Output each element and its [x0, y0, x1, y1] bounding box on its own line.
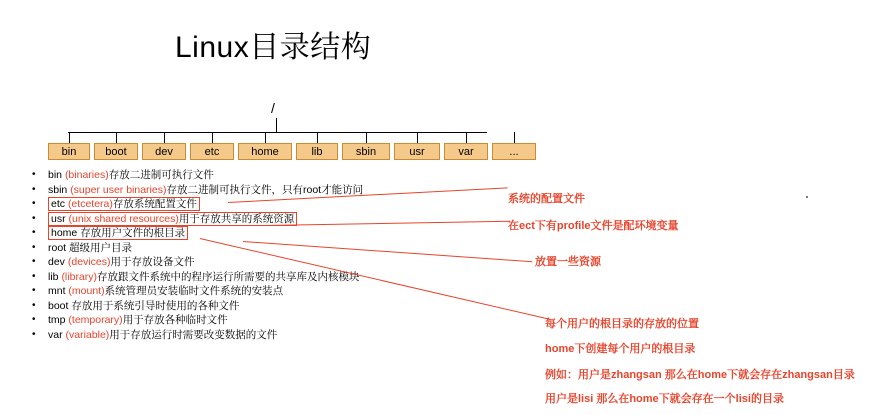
- annotation-text: 在ect下有profile文件是配环境变量: [508, 220, 679, 232]
- list-item: [32, 270, 462, 285]
- tree-stem-vertical: [276, 118, 277, 132]
- annotation-text: 例如：用户是zhangsan 那么在home下就会存在zhangsan目录: [545, 369, 855, 381]
- bullet-dot-icon: •: [32, 241, 36, 253]
- bullet-dot-icon: •: [32, 198, 36, 209]
- tree-drop-line: [265, 132, 266, 143]
- tree-drop-line: [514, 132, 515, 143]
- bullet-dot-icon: •: [32, 314, 36, 325]
- bullet-dot-icon: •: [32, 270, 36, 282]
- tree-drop-line: [466, 132, 467, 143]
- tree-drop-line: [212, 132, 213, 143]
- list-item-label: root 超级用户目录: [48, 241, 133, 254]
- tree-node-etc: etc: [190, 143, 234, 160]
- list-item-label: boot 存放用于系统引导时使用的各种文件: [48, 299, 240, 312]
- tree-root-label: /: [271, 100, 275, 116]
- tree-node-lib: lib: [296, 143, 338, 160]
- list-item-label: dev (devices)用于存放设备文件: [48, 256, 195, 268]
- bullet-dot-icon: •: [32, 183, 36, 195]
- bullet-dot-icon: •: [32, 299, 36, 311]
- tree-drop-line: [164, 132, 165, 143]
- list-item-label: etc (etcetera)存放系统配置文件: [48, 197, 200, 211]
- list-item: [32, 183, 462, 198]
- bullet-dot-icon: •: [32, 285, 36, 296]
- tree-horizontal-bus: [68, 132, 487, 133]
- annotation-text: home下创建每个用户的根目录: [545, 343, 696, 355]
- tree-drop-line: [417, 132, 418, 143]
- tree-node-usr: usr: [394, 143, 440, 160]
- list-item-label: lib (library)存放跟文件系统中的程序运行所需要的共享库及内核模块: [48, 270, 360, 283]
- tree-node-home: home: [238, 143, 292, 160]
- annotation-text: 每个用户的根目录的存放的位置: [545, 318, 699, 330]
- annotation-text: 系统的配置文件: [508, 193, 585, 205]
- list-item: [32, 197, 462, 212]
- tree-drop-line: [317, 132, 318, 143]
- stray-mark: [806, 196, 808, 198]
- tree-node-sbin: sbin: [342, 143, 390, 160]
- list-item: [32, 313, 462, 328]
- tree-node-dev: dev: [142, 143, 186, 160]
- tree-node-var: var: [444, 143, 488, 160]
- list-item-label: home 存放用户文件的根目录: [48, 226, 188, 240]
- bullet-dot-icon: •: [32, 256, 36, 267]
- tree-node-row: [48, 143, 540, 160]
- list-item-label: mnt (mount)系统管理员安装临时文件系统的安装点: [48, 285, 284, 297]
- list-item: [32, 168, 462, 183]
- annotation-text: 放置一些资源: [535, 256, 601, 268]
- list-item-label: usr (unix shared resources)用于存放共享的系统资源: [48, 212, 297, 226]
- list-item: [32, 255, 462, 270]
- bullet-dot-icon: •: [32, 227, 36, 238]
- annotation-text: 用户是lisi 那么在home下就会存在一个lisi的目录: [545, 393, 784, 405]
- list-item-label: var (variable)用于存放运行时需要改变数据的文件: [48, 328, 278, 341]
- tree-node-boot: boot: [94, 143, 138, 160]
- list-item: [32, 284, 462, 299]
- tree-node-more: ...: [492, 143, 536, 160]
- page-title: Linux目录结构: [175, 31, 372, 64]
- list-item: [32, 226, 462, 241]
- list-item-label: sbin (super user binaries)存放二进制可执行文件，只有root才能访问: [48, 183, 364, 196]
- list-item: [32, 328, 462, 343]
- bullet-dot-icon: •: [32, 328, 36, 340]
- list-item: [32, 299, 462, 314]
- list-item: [32, 212, 462, 227]
- tree-drop-line: [116, 132, 117, 143]
- list-item-label: tmp (temporary)用于存放各种临时文件: [48, 314, 228, 326]
- list-item-label: bin (binaries)存放二进制可执行文件: [48, 169, 214, 181]
- tree-node-bin: bin: [48, 143, 90, 160]
- bullet-dot-icon: •: [32, 169, 36, 180]
- tree-drop-line: [69, 132, 70, 143]
- bullet-dot-icon: •: [32, 212, 36, 224]
- tree-drop-line: [366, 132, 367, 143]
